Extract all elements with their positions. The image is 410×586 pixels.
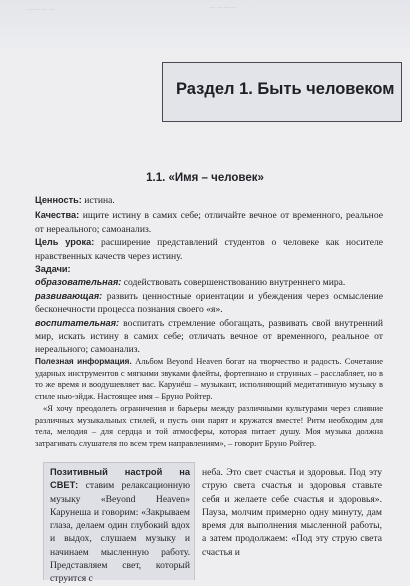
positive-label: Позитивный настрой на СВЕТ: xyxy=(50,467,190,491)
edu-task xyxy=(35,276,383,289)
goal-text: расширение представлений студентов о человеке как носителе нравственных качеств через истину. xyxy=(35,237,384,262)
bleed-through-text: ... ... ... ... xyxy=(210,2,237,10)
value-label: Ценность: xyxy=(35,195,82,205)
dev-text: развить ценностные ориентации и убеждения через осмысление бесконечности процесса познания своего «я». xyxy=(35,290,383,316)
lesson-overview xyxy=(35,194,383,357)
value-paragraph xyxy=(35,194,383,207)
bleed-through-area xyxy=(0,0,410,50)
edu-label: образовательная: xyxy=(35,277,122,288)
positive-text: ставим релаксационную музыку «Beyond Heaven» Карунеша и говорим: «Закрываем глаза, делаем один глубокий вдох и выдох, слушаем музыку и начинаем мысленную работу. Представляем свет, который струится с xyxy=(50,480,190,585)
upb-text: воспитать стремление обогащать, развивать свой внутренний мир, искать истину в самих себе; отличать вечное от временного, реальное от нереального; самоанализ. xyxy=(35,317,383,356)
quality-paragraph xyxy=(35,209,383,236)
section-title: Раздел 1. Быть человеком xyxy=(176,80,395,98)
info-paragraph xyxy=(35,356,383,403)
lesson-subtitle: 1.1. «Имя – человек» xyxy=(146,172,264,184)
info-text: Альбом Beyond Heaven богат на творчество и радость. Сочетание ударных инструментов с мягкими звуками флейты, фортепиано и струнных – расслабляет, но в то же время и воодушевляет вас. Карунёш – музыкант, исполняющий медитативную музыку в стиле нью-эйдж. Настоящее имя – Бруно Ройтер. xyxy=(35,356,384,402)
tasks-heading xyxy=(35,263,383,276)
positive-column-left xyxy=(50,466,190,586)
upb-task xyxy=(35,317,383,357)
dev-task xyxy=(35,290,383,317)
quote-paragraph: «Я хочу преодолеть ограничения и барьеры между различными культурами через слияние различных музыкальных стилей, и пусть они парят и кружатся вместе! Ритм необходим для тела, мелодия – для сердца и той атмосферы, которая питает душу. Моя музыка должна затрагивать слушателя по всем трем направлениям», – говорит Бруно Ройтер. xyxy=(35,402,383,448)
tasks-label: Задачи: xyxy=(35,264,71,275)
bleed-through-text: ... ... ... ... xyxy=(28,4,55,12)
goal-label: Цель урока: xyxy=(35,237,95,248)
useful-info xyxy=(35,356,383,450)
edu-text: содействовать совершенствованию внутреннего мира. xyxy=(121,277,346,289)
info-label: Полезная информация. xyxy=(35,357,132,366)
quality-label: Качества: xyxy=(35,210,80,221)
dev-label: развивающая: xyxy=(35,290,103,301)
upb-label: воспитательная: xyxy=(35,317,120,328)
quality-text: ищите истину в самих себе; отличайте вечное от временного, реальное от нереального; самоанализ. xyxy=(35,210,383,235)
positive-column-right: неба. Это свет счастья и здоровья. Под эту струю света счастья и здоровья ставьте себя и желаете себе счастья и здоровья». Пауза, молчим примерно одну минуту, дам время для выполнения мысленной работы, а затем продолжаем: «Под эту струю света счастья и xyxy=(202,467,382,558)
section-header-box xyxy=(162,62,402,122)
goal-paragraph xyxy=(35,236,383,263)
value-text: истина. xyxy=(81,195,115,206)
